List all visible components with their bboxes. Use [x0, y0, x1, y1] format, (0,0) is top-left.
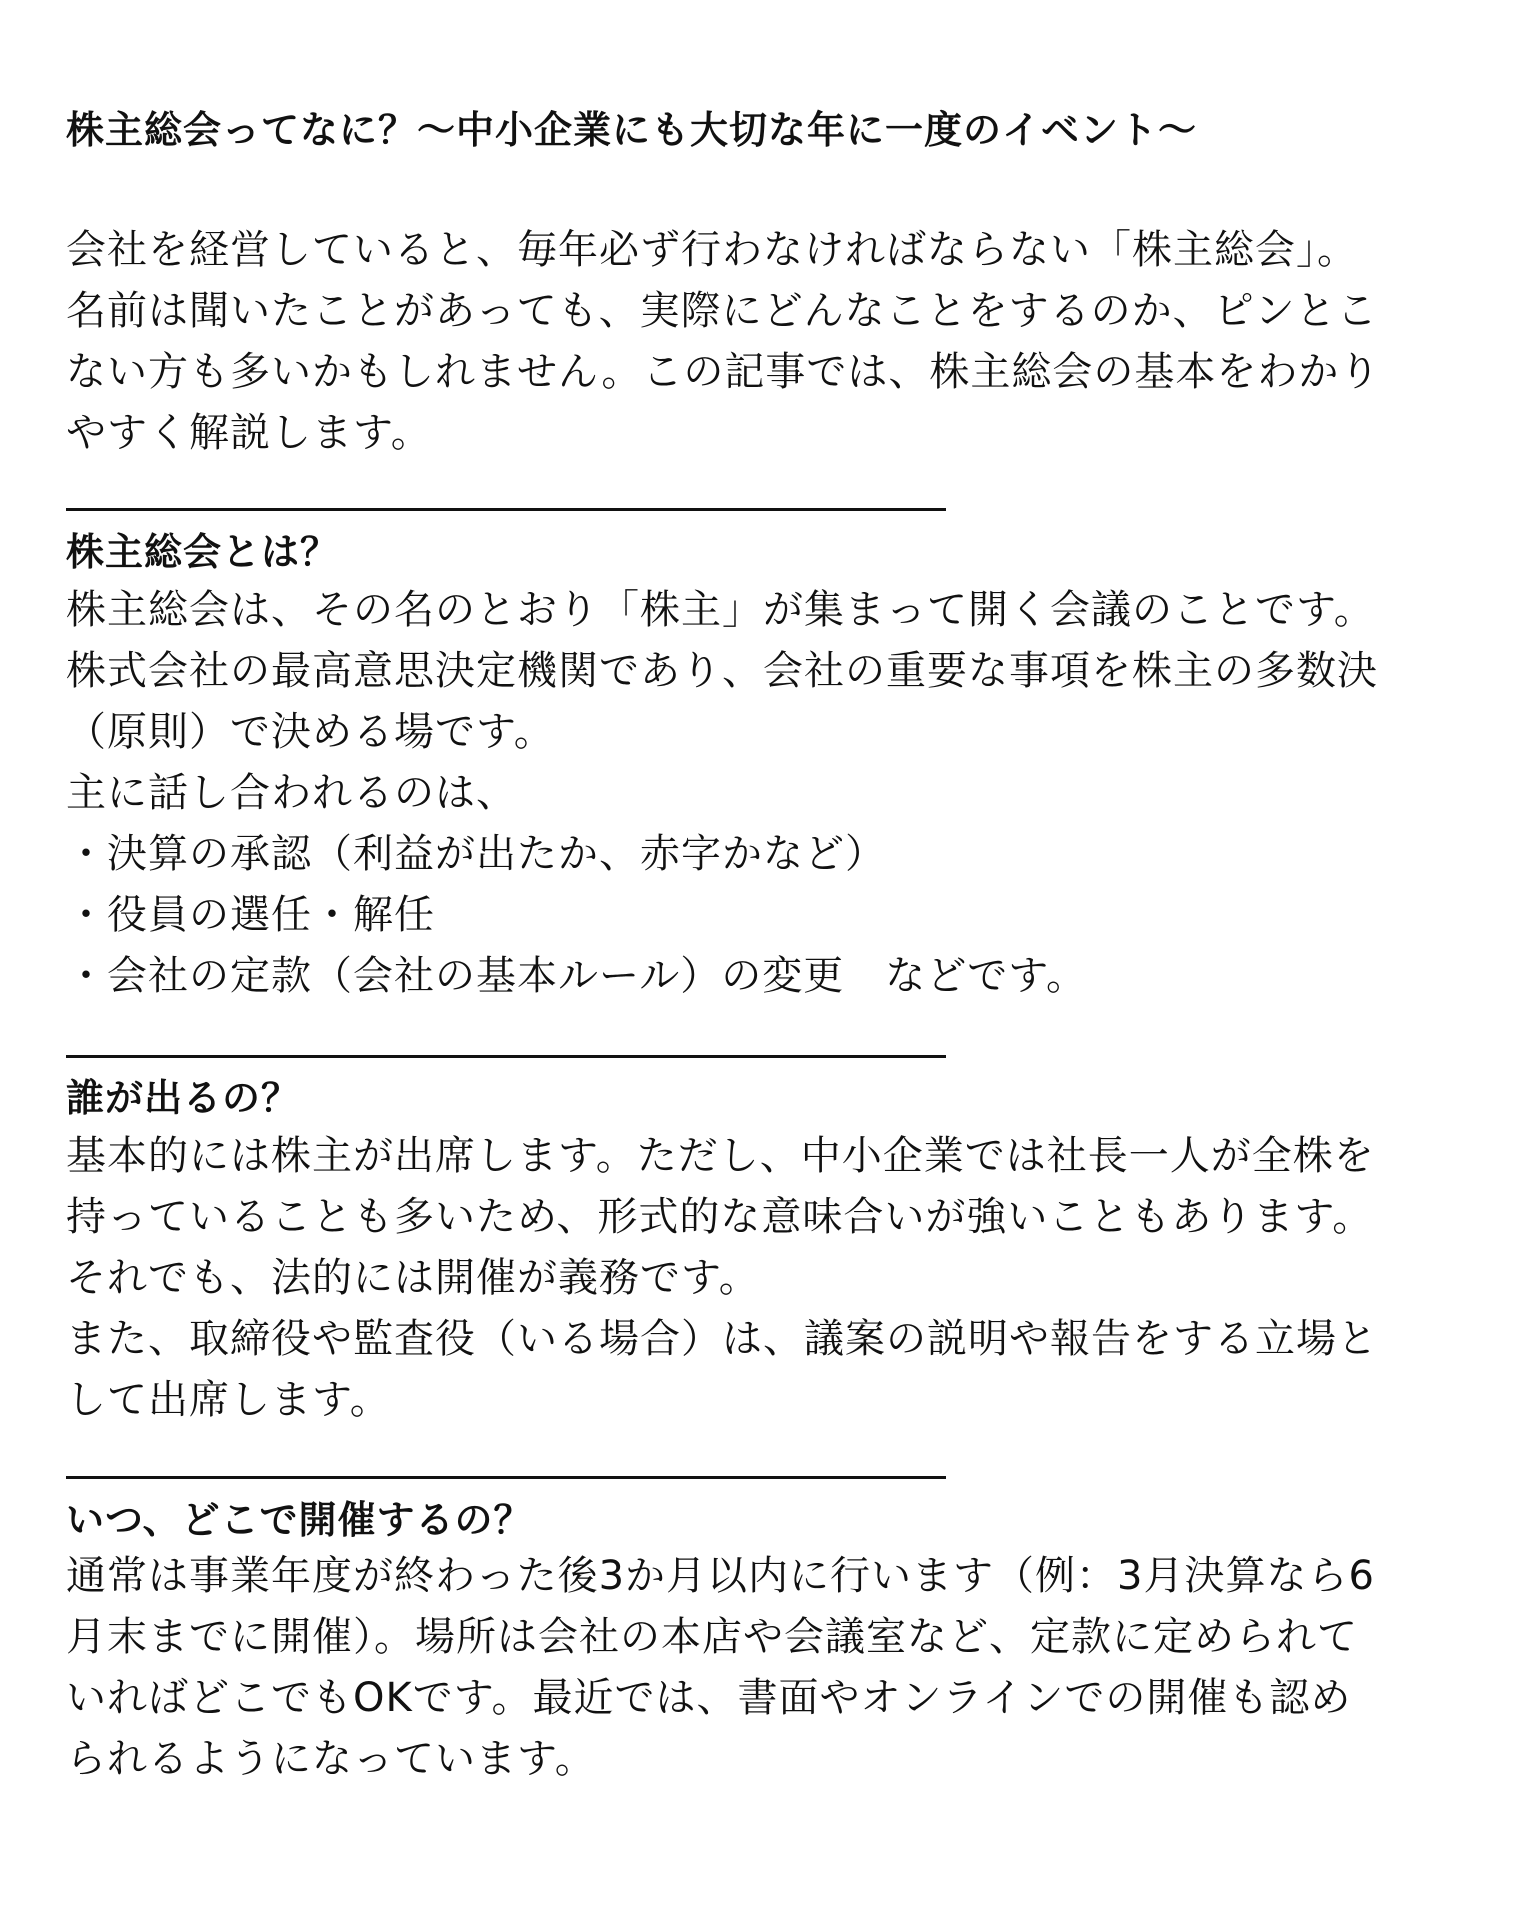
body-line: して出席します。 [66, 1377, 391, 1423]
bullet-item: ・会社の定款（会社の基本ルール）の変更 などです。 [66, 953, 1087, 999]
body-line: られるようになっています。 [66, 1736, 596, 1782]
intro-line: やすく解説します。 [66, 410, 432, 456]
body-line: 持っていることも多いため、形式的な意味合いが強いこともあります。 [66, 1194, 1374, 1240]
section-heading-what-is: 株主総会とは？ [66, 530, 340, 574]
bullet-item: ・役員の選任・解任 [66, 892, 435, 938]
body-line: また、取締役や監査役（いる場合）は、議案の説明や報告をする立場と [66, 1316, 1378, 1362]
body-line: 月末までに開催）。場所は会社の本店や会議室など、定款に定められて [66, 1614, 1358, 1660]
section-divider [66, 508, 946, 511]
body-line: それでも、法的には開催が義務です。 [66, 1255, 760, 1301]
intro-paragraph [66, 220, 1380, 464]
section-body-what-is [66, 580, 1378, 1007]
article-title: 株主総会ってなに？〜中小企業にも大切な年に一度のイベント〜 [66, 108, 1198, 152]
intro-line: ない方も多いかもしれません。この記事では、株主総会の基本をわかり [66, 349, 1381, 395]
section-divider [66, 1055, 946, 1058]
body-line: （原則）で決める場です。 [66, 709, 555, 755]
body-line: 基本的には株主が出席します。ただし、中小企業では社長一人が全株を [66, 1133, 1375, 1179]
body-line: 株式会社の最高意思決定機関であり、会社の重要な事項を株主の多数決 [66, 648, 1378, 694]
section-body-when-where [66, 1546, 1375, 1790]
body-line: 通常は事業年度が終わった後3か月以内に行います（例：3月決算なら6 [66, 1553, 1375, 1599]
bullet-item: ・決算の承認（利益が出たか、赤字かなど） [66, 831, 886, 877]
body-line: 主に話し合われるのは、 [66, 770, 517, 816]
body-line: 株主総会は、その名のとおり「株主」が集まって開く会議のことです。 [66, 587, 1375, 633]
intro-line: 会社を経営していると、毎年必ず行わなければならない「株主総会」。 [66, 227, 1358, 273]
section-body-who-attends [66, 1126, 1378, 1431]
section-heading-who-attends: 誰が出るの？ [66, 1076, 301, 1120]
section-heading-when-where: いつ、どこで開催するの？ [66, 1498, 533, 1542]
intro-line: 名前は聞いたことがあっても、実際にどんなことをするのか、ピンとこ [66, 288, 1378, 334]
body-line: いればどこでもOKです。最近では、書面やオンラインでの開催も認め [66, 1675, 1352, 1721]
section-divider [66, 1476, 946, 1479]
